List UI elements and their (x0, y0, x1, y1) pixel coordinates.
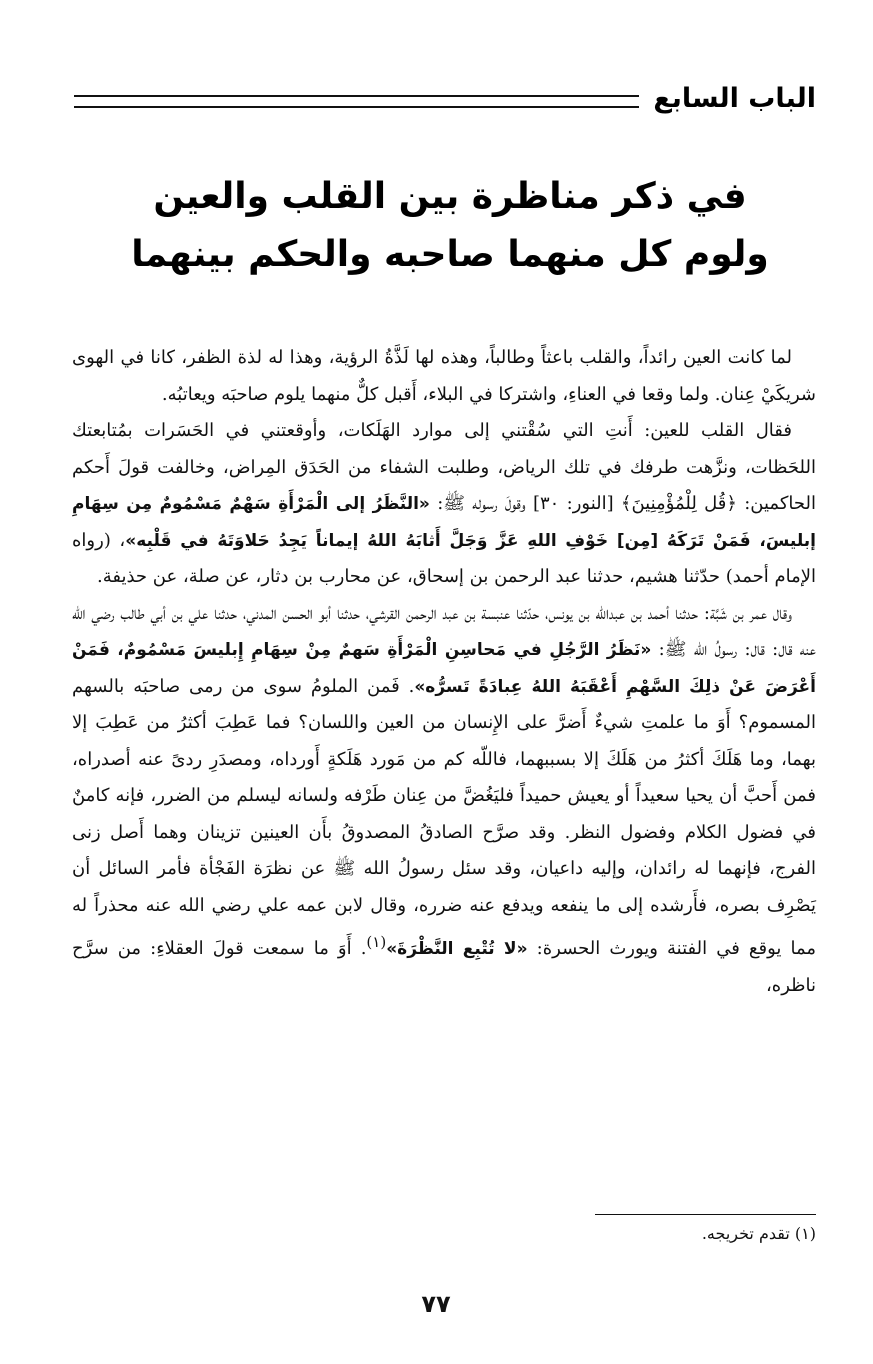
chapter-header (74, 78, 816, 118)
hadith-quote-1: «النَّظَرُ إلى الْمَرْأَةِ سَهْمٌ مَسْمُومٌ مِن سِهَامِ إبليسَ، فَمَنْ تَرَكَهُ [مِن] خَوْفِ اللهِ عَزَّ وَجَلَّ أَثابَهُ اللهُ إيماناً يَجِدُ حَلاوَتَهُ في قَلْبِه» (72, 494, 817, 551)
title-line-1: في ذكر مناظرة بين القلب والعين (153, 176, 747, 217)
body-text (72, 340, 816, 1004)
hadith-quote-3: «لا تُتْبِع النَّظْرَةَ» (386, 939, 528, 959)
chapter-label: الباب السابع (653, 82, 816, 114)
page-number: ٧٧ (421, 1290, 451, 1318)
footnote-rule (595, 1214, 816, 1215)
title-line-2: ولوم كل منهما صاحبه والحكم بينهما (131, 234, 769, 275)
paragraph-1: لما كانت العين رائداً، والقلب باعثاً وطالباً، وهذه لها لَذَّةُ الرؤية، وهذا له لذة الظفر، كانا في الهوى شريكَيْ عِنان. ولما وقعا في العناءِ، واشتركا في البلاء، أَقبل كلٌّ منهما يلوم صاحبَه ويعاتبُه. (72, 347, 816, 405)
footnote-marker: (١) (366, 933, 387, 951)
paragraph-3-text-c: . أَوَ ما سمعت قولَ العقلاءِ: من سرَّح ناظره، (72, 938, 816, 996)
paragraph-3-text-b: . فَمن الملومُ سوى من رمى صاحبَه بالسهم المسموم؟ أَوَ ما علمتِ شيءٌ أَضرَّ على الإِنسان من العين واللسان؟ فما عَطِبَ أكثرُ من عَطِبَ إلا بهما، وما هَلَكَ أكثرُ من هَلَكَ إلا بسببهما، فاللّه كم من مَورد هَلَكةٍ أَورداه، ومصدَرِ ردىً عنه أصدراه، فمن أَحبَّ أن يحيا سعيداً أو يعيش حميداً فليَغُضَّ من عِنان طَرْفه ولسانه ليسلم من الضرر، فإنه كامنٌ في فضول الكلام وفضول النظر. وقد صرَّح الصادقُ المصدوقُ بأَن العينين تزينان وهما أَصل زنى الفرج، فإنهما له رائدان، وإليه داعيان، وقد سئل رسولُ الله ﷺ عن نظرَة الفَجْأة فأمر السائل أن يَصْرِف بصره، فأَرشده إلى ما ينفعه ويدفع عنه ضرره، وقال لابن عمه علي رضي الله عنه محذراً له مما يوقع في الفتنة ويورث الحسرة: (72, 675, 816, 959)
header-double-rule (74, 95, 639, 108)
chapter-title (120, 168, 780, 284)
paragraph-2 (72, 413, 816, 596)
footnote: (١) تقدم تخريجه. (701, 1224, 816, 1243)
paragraph-2-text-a: فقال القلب للعين: أَنتِ التي سُقْتني إلى موارد الهَلَكات، وأوقعتني في الحَسَرات بمُتابعتك اللحَظات، ونزَّهت طرفك في تلك الرياض، وطلبت الشفاء من الحَدَق المِراض، وخالفت قولَ أَحكم الحاكمين: ﴿قُل لِلْمُؤْمِنِينَ﴾ [النور: ٣٠] وقولَ رسوله ﷺ: (72, 420, 816, 514)
paragraph-3-text-a: وقال عمر بن شَبَّة: حدثنا أحمد بن عبدالله بن يونس، حدّثنا عنبسة بن عبد الرحمن القرشي، حدثنا أبو الحسن المدني، حدثنا علي بن أبي طالب رضي الله عنه قال: قال: رسولُ الله ﷺ: (72, 602, 816, 660)
hadith-quote-2: «نَظَرُ الرَّجُلِ في مَحاسِنِ الْمَرْأَةِ سَهمٌ مِنْ سِهَامِ إِبليسَ مَسْمُومٌ، فَمَنْ أَعْرَضَ عَنْ ذلِكَ السَّهْمِ أَعْقَبَهُ اللهُ عِبادَةً تَسرُّه» (72, 640, 816, 697)
paragraph-2-text-b: ، (رواه الإمام أحمد) حدّثنا هشيم، حدثنا عبد الرحمن بن إسحاق، عن محارب بن دثار، عن صلة، عن حذيفة. (72, 529, 816, 587)
paragraph-3 (72, 596, 816, 1005)
